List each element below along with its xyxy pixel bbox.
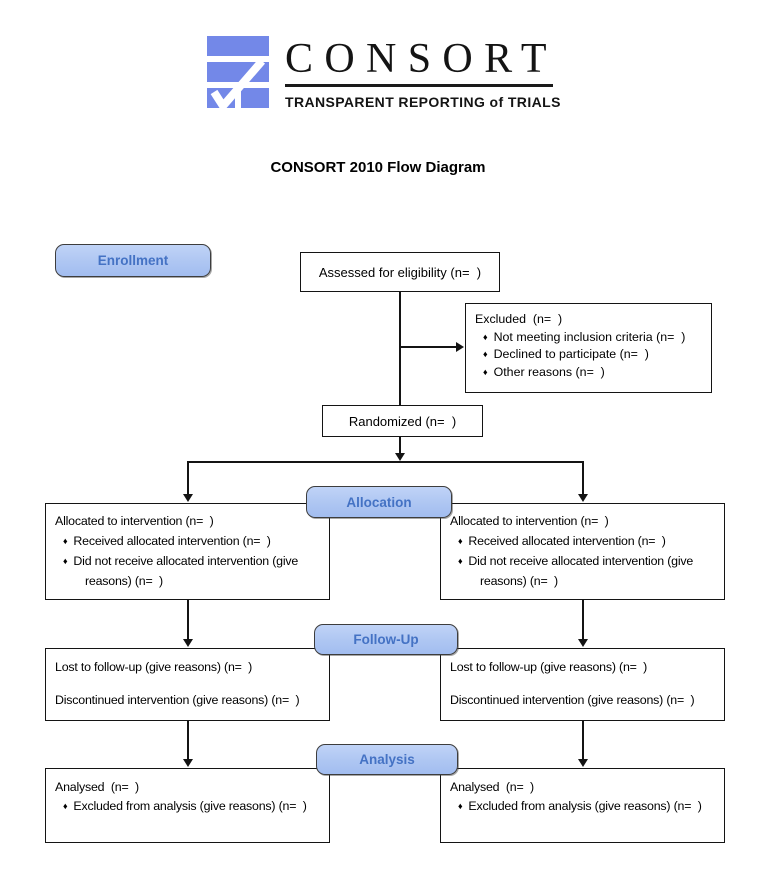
allocation-left-bullet-1: ♦ Received allocated intervention (n= ) (63, 534, 271, 549)
allocation-left-title: Allocated to intervention (n= ) (55, 514, 214, 528)
stage-label-enrollment-text: Enrollment (97, 253, 169, 268)
diamond-bullet-icon: ♦ (458, 800, 463, 811)
randomized-box (322, 405, 483, 437)
assessed-eligibility-box (300, 252, 500, 292)
connector-allocation-followup-left (187, 600, 189, 639)
excluded-box (465, 303, 712, 393)
connector-assessed-randomized (399, 292, 401, 405)
followup-right-box (440, 648, 725, 721)
allocation-left-box (45, 503, 330, 600)
allocation-right-title: Allocated to intervention (n= ) (450, 514, 609, 528)
connector-followup-analysis-right (582, 721, 584, 759)
excluded-bullet-2: ♦ Declined to participate (n= ) (483, 347, 649, 362)
randomized-text: Randomized (n= ) (348, 413, 457, 429)
stage-label-allocation (306, 486, 452, 518)
followup-left-line-1: Lost to follow-up (give reasons) (n= ) (55, 660, 253, 674)
consort-checkmark-logo-icon (207, 36, 269, 108)
analysis-right-box (440, 768, 725, 843)
arrowhead-down-followup-right-icon (578, 639, 588, 647)
analysis-left-box (45, 768, 330, 843)
allocation-left-bullet-2: ♦ Did not receive allocated intervention (give reasons) (n= ) (63, 554, 299, 589)
excluded-title: Excluded (n= ) (475, 312, 563, 326)
analysis-left-bullet-1: ♦ Excluded from analysis (give reasons) (n= ) (63, 798, 307, 813)
logo-tagline: TRANSPARENT REPORTING of TRIALS (285, 94, 561, 110)
followup-left-box (45, 648, 330, 721)
diamond-bullet-icon: ♦ (63, 556, 68, 567)
arrowhead-down-analysis-left-icon (183, 759, 193, 767)
followup-right-line-1: Lost to follow-up (give reasons) (n= ) (450, 660, 648, 674)
diamond-bullet-icon: ♦ (458, 556, 463, 567)
logo-text-block (285, 36, 561, 110)
diamond-bullet-icon: ♦ (483, 349, 488, 360)
connector-randomized-split (399, 437, 401, 454)
stage-label-analysis (316, 744, 458, 775)
followup-left-line-2: Discontinued intervention (give reasons) (n= ) (55, 692, 300, 707)
diamond-bullet-icon: ♦ (63, 536, 68, 547)
stage-label-analysis-text: Analysis (359, 752, 415, 767)
split-horizontal-line (187, 461, 584, 463)
diamond-bullet-icon: ♦ (63, 800, 68, 811)
arrowhead-down-analysis-right-icon (578, 759, 588, 767)
connector-allocation-followup-right (582, 600, 584, 639)
consort-logo (207, 36, 561, 110)
diamond-bullet-icon: ♦ (483, 331, 488, 342)
connector-split-allocation-left (187, 461, 189, 494)
diamond-bullet-icon: ♦ (483, 366, 488, 377)
stage-label-follow-up (314, 624, 458, 655)
assessed-eligibility-text: Assessed for eligibility (n= ) (318, 264, 482, 280)
excluded-bullet-1: ♦ Not meeting inclusion criteria (n= ) (483, 329, 686, 344)
analysis-left-title: Analysed (n= ) (55, 780, 139, 794)
connector-split-allocation-right (582, 461, 584, 494)
arrowhead-down-followup-left-icon (183, 639, 193, 647)
arrowhead-down-allocation-left-icon (183, 494, 193, 502)
page-title: CONSORT 2010 Flow Diagram (270, 159, 486, 176)
diamond-bullet-icon: ♦ (458, 536, 463, 547)
stage-label-enrollment (55, 244, 211, 277)
arrowhead-down-split-icon (395, 453, 405, 461)
connector-to-excluded (400, 346, 456, 348)
stage-label-allocation-text: Allocation (346, 494, 412, 510)
stage-label-follow-up-text: Follow-Up (353, 632, 419, 647)
allocation-right-box (440, 503, 725, 600)
followup-right-line-2: Discontinued intervention (give reasons) (n= ) (450, 692, 695, 707)
excluded-bullet-3: ♦ Other reasons (n= ) (483, 364, 605, 379)
arrowhead-down-allocation-right-icon (578, 494, 588, 502)
allocation-right-bullet-2: ♦ Did not receive allocated intervention (give reasons) (n= ) (458, 554, 694, 589)
logo-wordmark: CONSORT (285, 36, 558, 82)
analysis-right-title: Analysed (n= ) (450, 780, 534, 794)
allocation-right-bullet-1: ♦ Received allocated intervention (n= ) (458, 534, 666, 549)
arrowhead-right-excluded-icon (456, 342, 464, 352)
connector-followup-analysis-left (187, 721, 189, 759)
logo-rule (285, 84, 553, 87)
analysis-right-bullet-1: ♦ Excluded from analysis (give reasons) (n= ) (458, 798, 702, 813)
